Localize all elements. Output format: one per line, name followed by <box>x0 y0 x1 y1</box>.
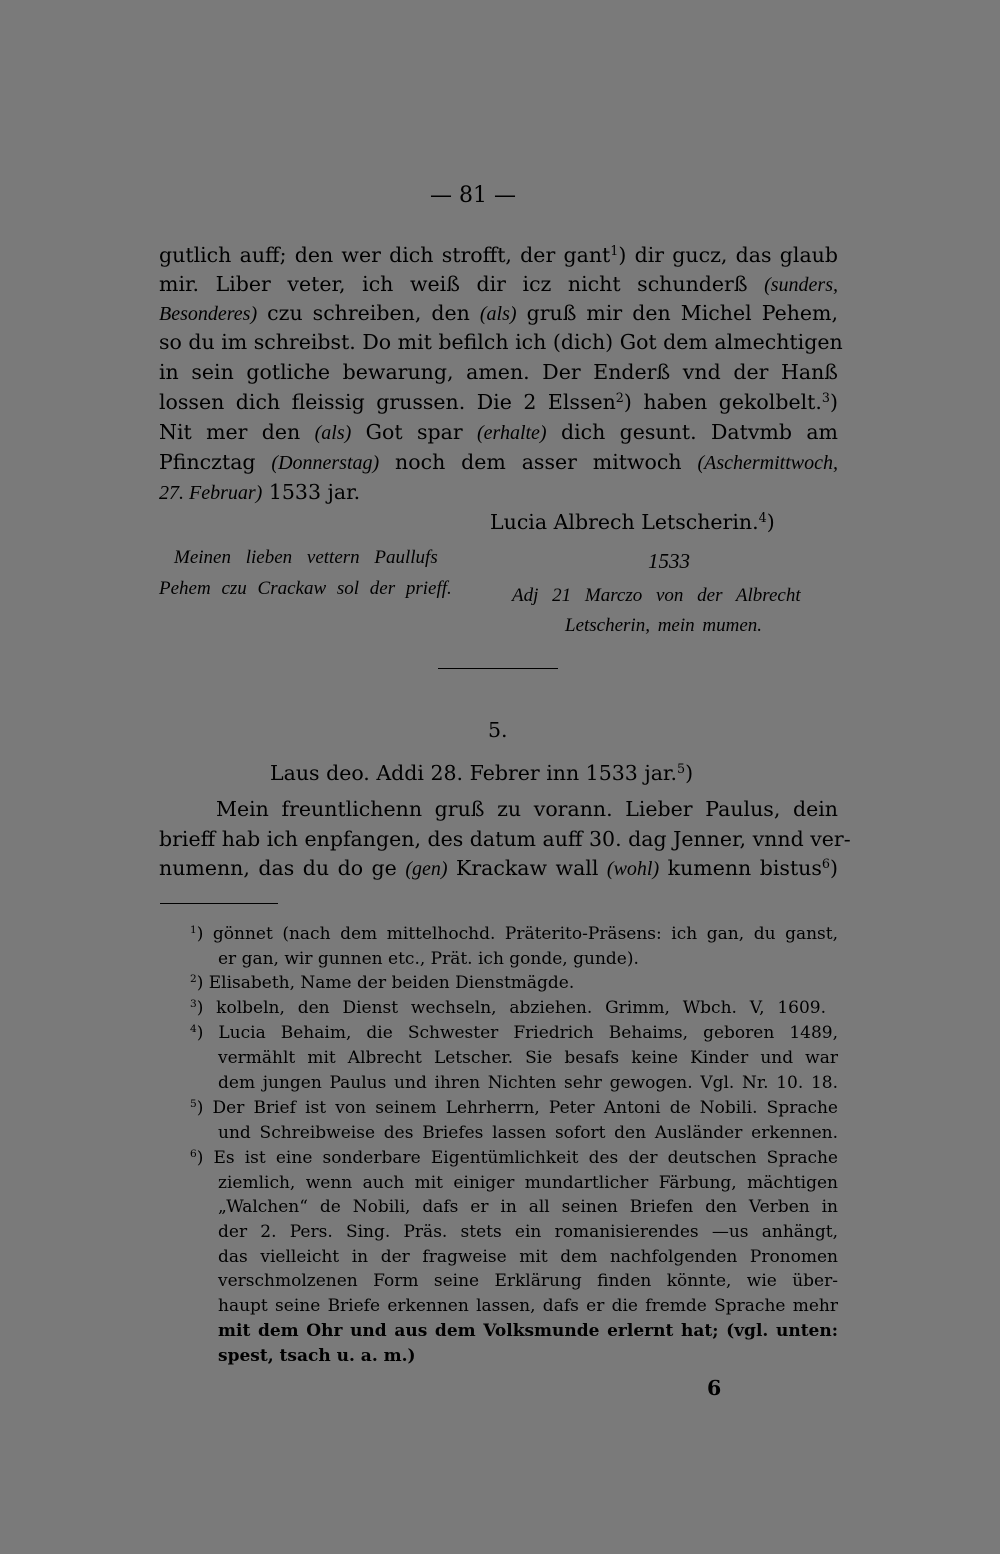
footnote-line: „Walchen“ de Nobili, dafs er in all seinen Briefen den Verben in <box>218 1197 838 1217</box>
footnote-line: spest, tsach u. a. m.) <box>218 1346 416 1366</box>
text-span: Got spar <box>351 420 477 444</box>
italic-gloss: (Aschermittwoch, <box>697 452 838 474</box>
text-span: ) haben gekolbelt. <box>623 390 822 414</box>
footnote-line: und Schreibweise des Briefes lassen sofort den Ausländer erkennen. <box>218 1123 838 1143</box>
signature-mark: 6 <box>707 1376 722 1400</box>
italic-gloss: (als) <box>314 422 352 444</box>
text-line <box>159 243 838 267</box>
address-line: Meinen lieben vettern Paullufs <box>174 547 438 568</box>
footnote-line <box>190 973 574 993</box>
footnote-line: das vielleicht in der fragweise mit dem nachfolgenden Pronomen <box>218 1247 838 1267</box>
text-line: in sein gotliche bewarung, amen. Der Enderß vnd der Hanß <box>159 360 838 384</box>
section-divider <box>438 668 558 669</box>
footnote-line: er gan, wir gunnen etc., Prät. ich gonde, gunde). <box>218 949 639 969</box>
italic-gloss: 27. Februar) <box>159 482 263 504</box>
text-span: ) <box>830 856 838 880</box>
footnote-ref: 4 <box>758 510 767 526</box>
footnote-divider <box>160 903 278 904</box>
text-span: Pfincztag <box>159 450 272 474</box>
footnote-line <box>190 924 838 944</box>
signature-name: Lucia Albrech Letscherin. <box>490 510 759 534</box>
footnote-ref: 2 <box>615 390 624 406</box>
text-span: gruß mir den Michel Pehem, <box>516 301 838 325</box>
signature <box>490 510 775 534</box>
text-span: ) dir gucz, das glaub <box>618 243 838 267</box>
footnote-ref: 6 <box>821 856 830 872</box>
footnote-number: 2 <box>190 973 197 986</box>
text-span: lossen dich fleissig grussen. Die 2 Elssen <box>159 390 616 414</box>
text-span: Nit mer den <box>159 420 315 444</box>
footnote-number: 4 <box>190 1023 197 1036</box>
text-span: numenn, das du do ge <box>159 856 406 880</box>
section-number: 5. <box>488 718 508 742</box>
text-span: ) Lucia Behaim, die Schwester Friedrich Behaims, geboren 1489, <box>196 1023 838 1043</box>
footnote-line <box>190 998 826 1018</box>
text-line <box>159 856 838 881</box>
page-number: — 81 — <box>430 183 516 208</box>
italic-gloss: (gen) <box>405 858 448 880</box>
text-line <box>159 272 838 297</box>
italic-gloss: Besonderes) <box>159 303 258 325</box>
text-span: noch dem asser mitwoch <box>379 450 698 474</box>
text-span: ) Der Brief ist von seinem Lehrherrn, Peter Antoni de Nobili. Sprache <box>196 1098 838 1118</box>
footnote-line: haupt seine Briefe erkennen lassen, dafs er die fremde Sprache mehr <box>218 1296 838 1316</box>
footnote-ref: 3 <box>821 390 830 406</box>
italic-gloss: (erhalte) <box>476 422 547 444</box>
address-line: Pehem czu Crackaw sol der prieff. <box>159 578 452 599</box>
endorsement-line: Adj 21 Marczo von der Albrecht <box>512 585 801 606</box>
text-span: Laus deo. Addi 28. Febrer inn 1533 jar. <box>270 761 677 785</box>
footnote-line: mit dem Ohr und aus dem Volksmunde erlernt hat; (vgl. unten: <box>218 1321 838 1341</box>
letter-heading <box>270 761 693 785</box>
footnote-ref: 1 <box>610 243 619 259</box>
footnote-number: 1 <box>190 924 197 937</box>
footnote-line <box>190 1023 838 1043</box>
text-span: ) Elisabeth, Name der beiden Dienstmägde. <box>196 973 575 993</box>
text-line <box>159 390 838 414</box>
text-span: ) <box>829 390 838 414</box>
text-span: ) Es ist eine sonderbare Eigentümlichkeit des der deutschen Sprache <box>196 1148 838 1168</box>
footnote-line <box>190 1098 838 1118</box>
footnote-line: der 2. Pers. Sing. Präs. stets ein romanisierendes —us anhängt, <box>218 1222 838 1242</box>
italic-gloss: (als) <box>479 303 517 325</box>
endorsement-year: 1533 <box>648 549 690 573</box>
italic-gloss: (wohl) <box>606 858 660 880</box>
text-line <box>159 480 360 505</box>
footnote-line: dem jungen Paulus und ihren Nichten sehr gewogen. Vgl. Nr. 10. 18. <box>218 1073 838 1093</box>
text-span: mir. Liber veter, ich weiß dir icz nicht schunderß <box>159 272 765 296</box>
text-span: Krackaw wall <box>447 856 607 880</box>
text-span: ) gönnet (nach dem mittelhochd. Präterito-Präsens: ich gan, du ganst, <box>196 924 838 944</box>
text-span: czu schreiben, den <box>257 301 480 325</box>
text-line <box>159 420 838 445</box>
footnote-line <box>190 1148 838 1168</box>
text-line: so du im schreibst. Do mit befilch ich (dich) Got dem almechtigen <box>159 330 843 354</box>
footnote-line: verschmolzenen Form seine Erklärung finden könnte, wie über- <box>218 1271 838 1291</box>
text-line <box>159 450 838 475</box>
text-line: brieff hab ich enpfangen, des datum auff 30. dag Jenner, vnnd ver- <box>159 827 851 851</box>
text-span: ) <box>685 761 694 785</box>
text-line: Mein freuntlichenn gruß zu vorann. Lieber Paulus, dein <box>216 797 838 821</box>
footnote-ref: 5 <box>677 761 686 777</box>
text-span: gutlich auff; den wer dich strofft, der gant <box>159 243 611 267</box>
text-span: kumenn bistus <box>659 856 822 880</box>
footnote-number: 6 <box>190 1148 197 1161</box>
footnote-line: vermählt mit Albrecht Letscher. Sie besafs keine Kinder und war <box>218 1048 838 1068</box>
text-span: ) <box>766 510 775 534</box>
footnote-line: ziemlich, wenn auch mit einiger mundartlicher Färbung, mächtigen <box>218 1173 838 1193</box>
italic-gloss: (sunders, <box>764 274 838 296</box>
footnote-number: 5 <box>190 1098 197 1111</box>
footnote-number: 3 <box>190 998 197 1011</box>
italic-gloss: (Donnerstag) <box>271 452 380 474</box>
endorsement-line: Letscherin, mein mumen. <box>565 615 763 636</box>
text-span: dich gesunt. Datvmb am <box>546 420 839 444</box>
text-span: ) kolbeln, den Dienst wechseln, abziehen. Grimm, Wbch. V, 1609. <box>196 998 826 1018</box>
text-span: 1533 jar. <box>262 480 361 504</box>
text-line <box>159 301 838 326</box>
